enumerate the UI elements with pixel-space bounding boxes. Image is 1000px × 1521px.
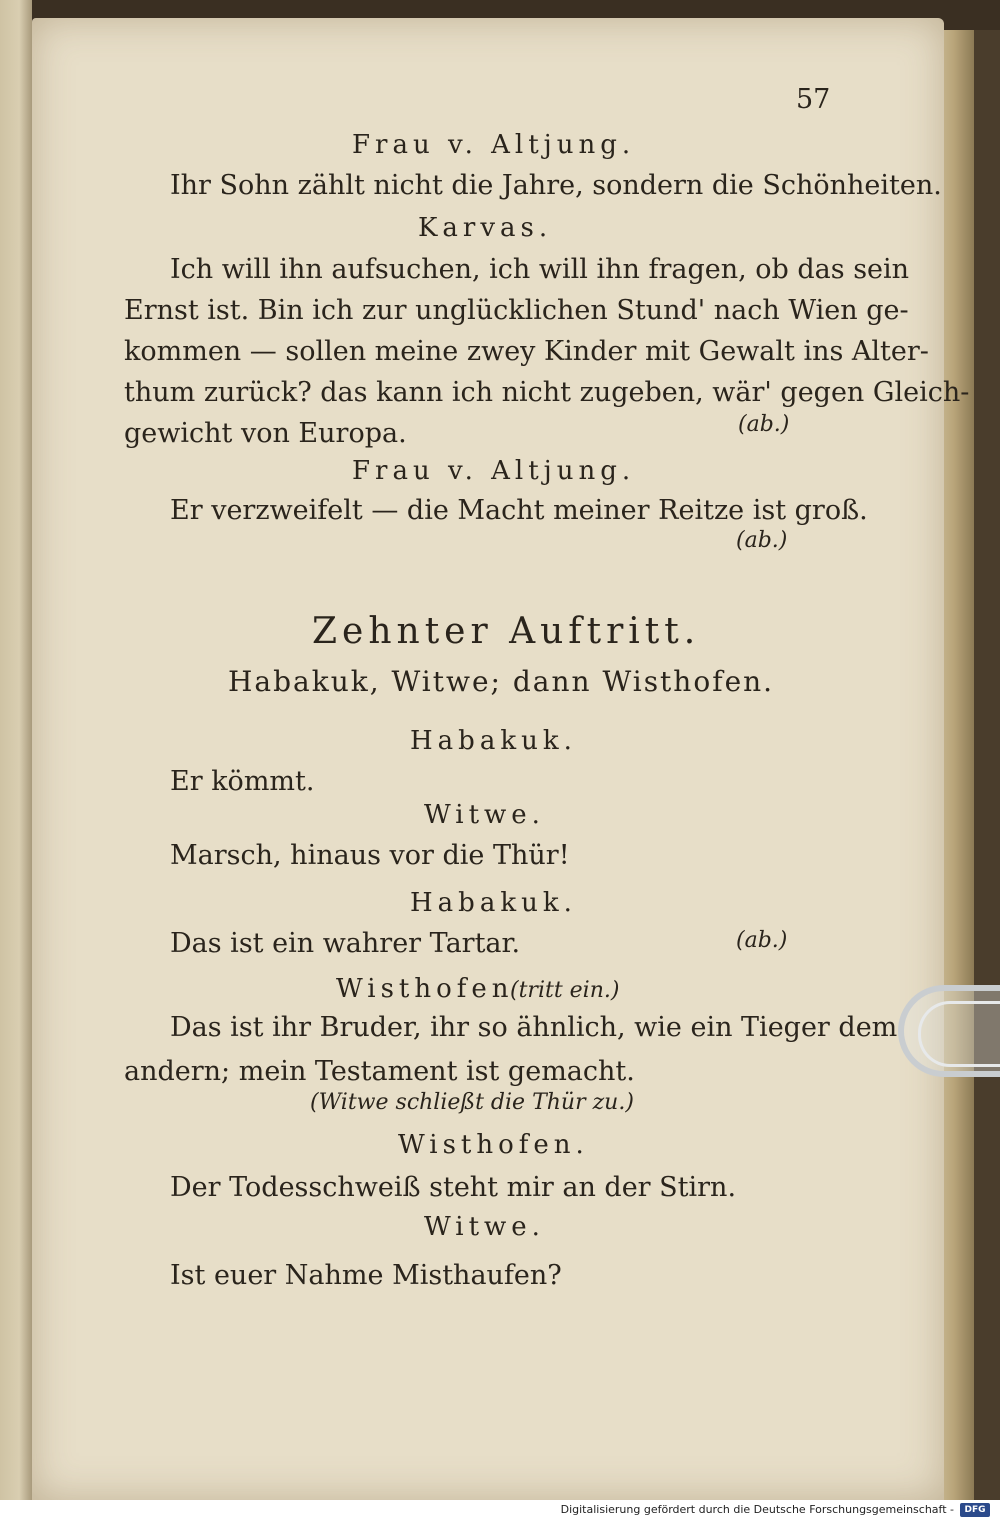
speaker-label: Wisthofen	[336, 974, 514, 1004]
stage-direction: (ab.)	[738, 412, 790, 437]
page-clip-inner	[918, 1001, 1000, 1067]
dialogue-line: kommen — sollen meine zwey Kinder mit Gewalt ins Alter-	[124, 336, 929, 367]
speaker-label: Frau v. Altjung.	[352, 456, 636, 486]
dialogue-line: Das ist ein wahrer Tartar.	[170, 928, 521, 959]
dialogue-line: gewicht von Europa.	[124, 418, 407, 449]
dialogue-line: Ist euer Nahme Misthaufen?	[170, 1260, 562, 1291]
previous-page-edge	[0, 0, 32, 1500]
book-cover-edge	[974, 30, 1000, 1500]
dialogue-line: Marsch, hinaus vor die Thür!	[170, 840, 570, 871]
stage-direction: (ab.)	[736, 928, 788, 953]
scene-heading: Zehnter Auftritt.	[312, 611, 701, 652]
dialogue-line: Ich will ihn aufsuchen, ich will ihn fragen, ob das sein	[170, 254, 910, 285]
stage-direction: (ab.)	[736, 528, 788, 553]
dialogue-line: thum zurück? das kann ich nicht zugeben, wär' gegen Gleich-	[124, 377, 970, 408]
footer-bar	[0, 1500, 1000, 1521]
dialogue-line: Er kömmt.	[170, 766, 315, 797]
speaker-label: Habakuk.	[410, 726, 577, 756]
speaker-label: Witwe.	[424, 800, 545, 830]
speaker-label: Karvas.	[418, 213, 553, 243]
speaker-label: Frau v. Altjung.	[352, 130, 636, 160]
dialogue-line: Das ist ihr Bruder, ihr so ähnlich, wie ein Tieger dem	[170, 1012, 898, 1043]
dialogue-line: Ernst ist. Bin ich zur unglücklichen Stund' nach Wien ge-	[124, 295, 909, 326]
speaker-label: Wisthofen.	[398, 1130, 589, 1160]
scene-characters: Habakuk, Witwe; dann Wisthofen.	[228, 665, 775, 698]
dialogue-line: Der Todesschweiß steht mir an der Stirn.	[170, 1172, 737, 1203]
stage-direction: (tritt ein.)	[510, 978, 620, 1003]
page-stack-edge	[940, 30, 974, 1500]
stage-direction: (Witwe schließt die Thür zu.)	[310, 1090, 634, 1115]
funding-notice: Digitalisierung gefördert durch die Deutsche Forschungsgemeinschaft -	[560, 1503, 954, 1516]
speaker-label: Habakuk.	[410, 888, 577, 918]
dialogue-line: andern; mein Testament ist gemacht.	[124, 1056, 635, 1087]
dialogue-line: Ihr Sohn zählt nicht die Jahre, sondern die Schönheiten.	[170, 170, 942, 201]
dialogue-line: Er verzweifelt — die Macht meiner Reitze ist groß.	[170, 495, 868, 526]
page-clip	[898, 985, 1000, 1077]
dfg-logo: DFG	[960, 1503, 990, 1517]
page-number: 57	[796, 84, 831, 115]
speaker-label: Witwe.	[424, 1212, 545, 1242]
